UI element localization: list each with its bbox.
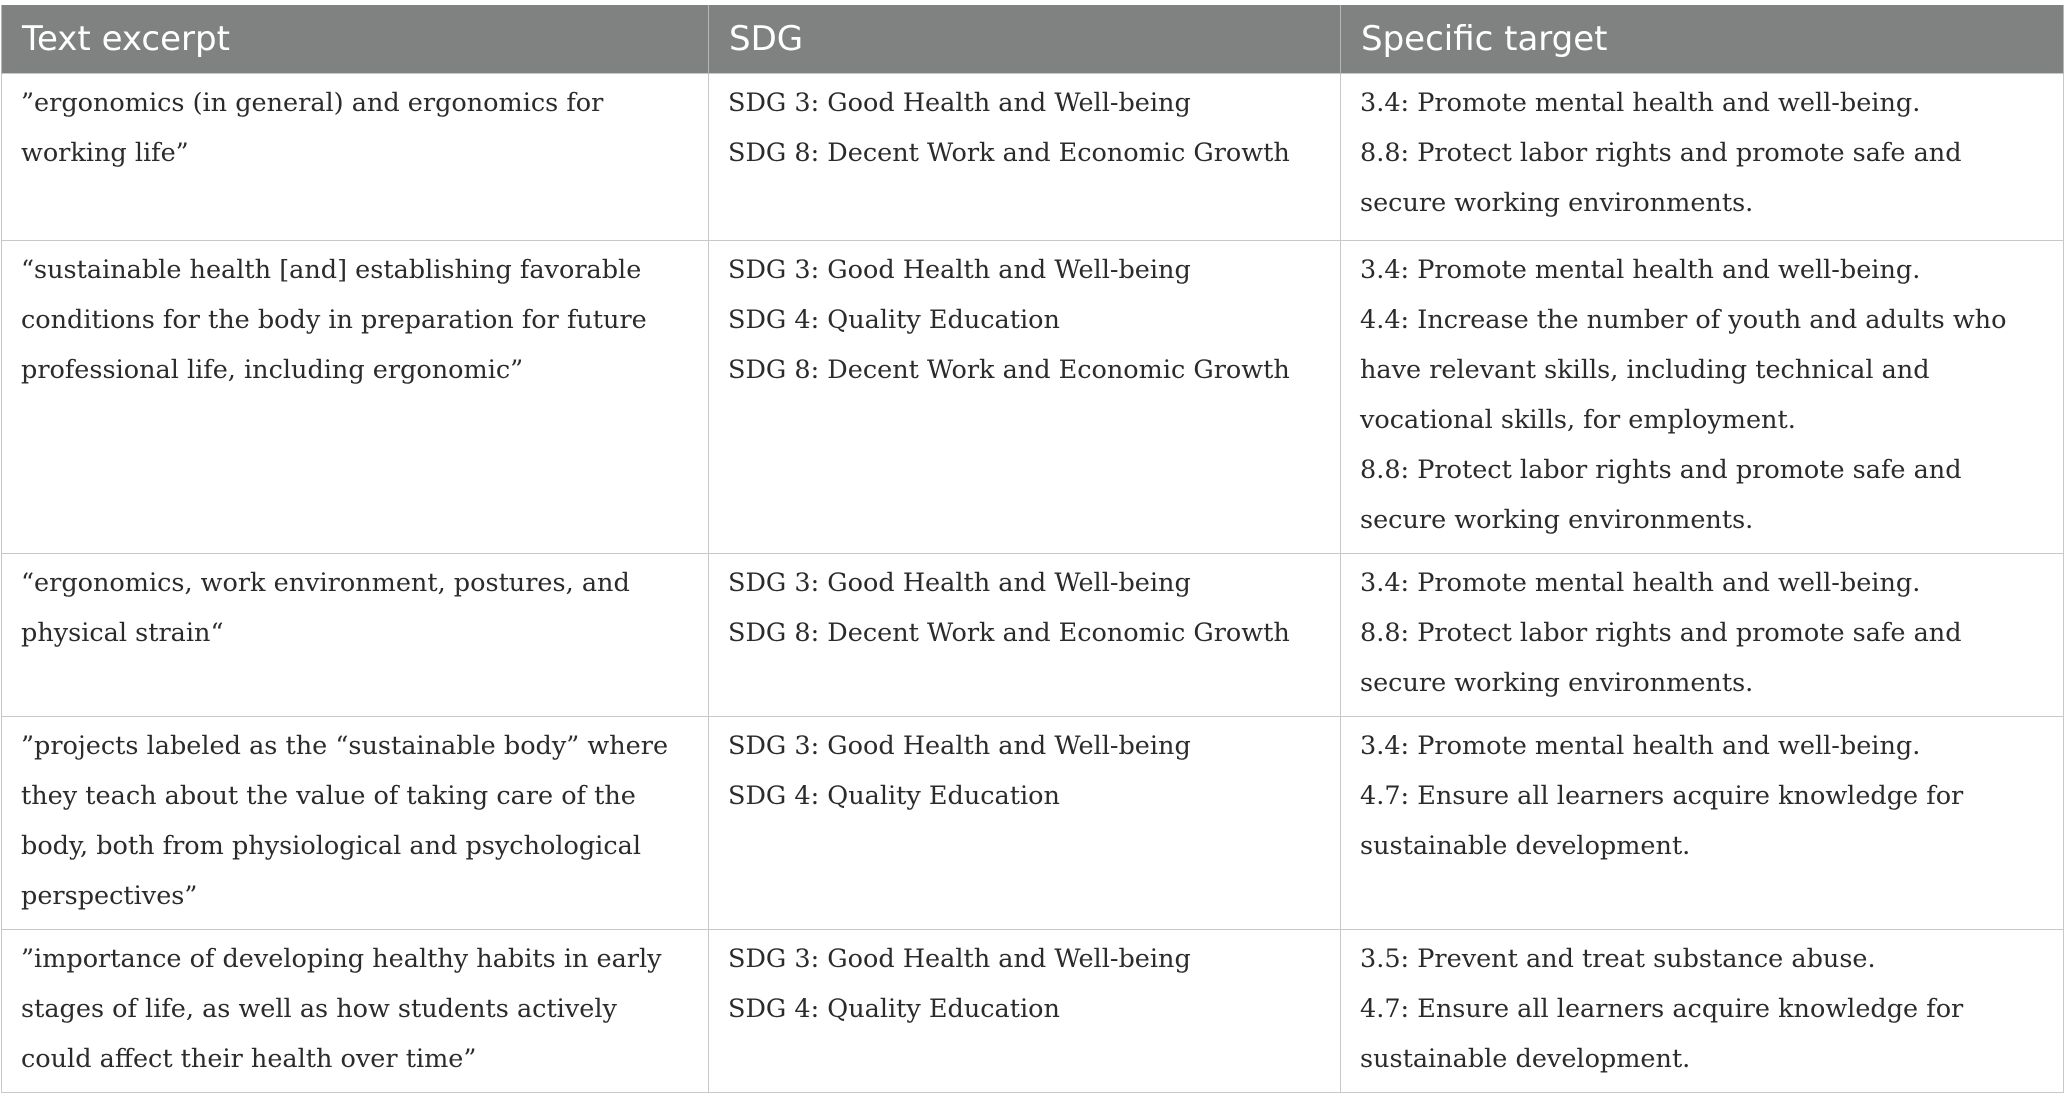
table-header [2, 5, 2064, 74]
sdg-item: SDG 3: Good Health and Well-being [728, 568, 1191, 598]
sdg-item: SDG 4: Quality Education [728, 781, 1060, 811]
sdg-list [728, 934, 1321, 1034]
sdg-item: SDG 3: Good Health and Well-being [728, 88, 1191, 118]
sdg-item: SDG 4: Quality Education [728, 305, 1060, 335]
sdg-item: SDG 8: Decent Work and Economic Growth [728, 618, 1290, 648]
specific-target-cell [1341, 241, 2064, 554]
text-excerpt-cell: ”importance of developing healthy habits in early stages of life, as well as how students actively could affect their health over time” [2, 930, 709, 1093]
sdg-cell [709, 930, 1341, 1093]
table-row [2, 554, 2064, 717]
table-row [2, 930, 2064, 1093]
sdg-item: SDG 8: Decent Work and Economic Growth [728, 355, 1290, 385]
target-item: 4.7: Ensure all learners acquire knowledge for sustainable development. [1360, 994, 1964, 1074]
target-list [1360, 245, 2044, 545]
sdg-list [728, 721, 1321, 821]
target-item: 3.4: Promote mental health and well-being. [1360, 255, 1921, 285]
target-item: 3.5: Prevent and treat substance abuse. [1360, 944, 1876, 974]
target-list [1360, 558, 2044, 708]
sdg-cell [709, 717, 1341, 930]
target-item: 3.4: Promote mental health and well-being. [1360, 88, 1921, 118]
target-item: 3.4: Promote mental health and well-being. [1360, 731, 1921, 761]
text-excerpt-cell: “ergonomics, work environment, postures, and physical strain“ [2, 554, 709, 717]
sdg-item: SDG 3: Good Health and Well-being [728, 944, 1191, 974]
sdg-item: SDG 3: Good Health and Well-being [728, 255, 1191, 285]
target-item: 8.8: Protect labor rights and promote safe and secure working environments. [1360, 455, 1962, 535]
target-item: 4.7: Ensure all learners acquire knowledge for sustainable development. [1360, 781, 1964, 861]
target-list [1360, 934, 2044, 1084]
target-item: 3.4: Promote mental health and well-being. [1360, 568, 1921, 598]
sdg-mapping-table [1, 5, 2064, 1093]
sdg-item: SDG 4: Quality Education [728, 994, 1060, 1024]
table-body [2, 74, 2064, 1093]
sdg-item: SDG 8: Decent Work and Economic Growth [728, 138, 1290, 168]
specific-target-cell [1341, 554, 2064, 717]
table-row [2, 717, 2064, 930]
sdg-cell [709, 74, 1341, 241]
target-list [1360, 78, 2044, 228]
target-item: 8.8: Protect labor rights and promote safe and secure working environments. [1360, 138, 1962, 218]
sdg-list [728, 245, 1321, 395]
table-row [2, 74, 2064, 241]
sdg-cell [709, 554, 1341, 717]
header-specific-target: Specific target [1341, 5, 2064, 74]
text-excerpt-cell: ”ergonomics (in general) and ergonomics for working life” [2, 74, 709, 241]
text-excerpt-cell: ”projects labeled as the “sustainable body” where they teach about the value of taking care of the body, both from physiological and psychological perspectives” [2, 717, 709, 930]
specific-target-cell [1341, 74, 2064, 241]
specific-target-cell [1341, 930, 2064, 1093]
target-item: 8.8: Protect labor rights and promote safe and secure working environments. [1360, 618, 1962, 698]
header-sdg: SDG [709, 5, 1341, 74]
sdg-list [728, 78, 1321, 178]
target-item: 4.4: Increase the number of youth and adults who have relevant skills, including technical and vocational skills, for employment. [1360, 305, 2007, 435]
specific-target-cell [1341, 717, 2064, 930]
table-row [2, 241, 2064, 554]
sdg-list [728, 558, 1321, 658]
sdg-item: SDG 3: Good Health and Well-being [728, 731, 1191, 761]
header-text-excerpt: Text excerpt [2, 5, 709, 74]
sdg-cell [709, 241, 1341, 554]
target-list [1360, 721, 2044, 871]
header-row [2, 5, 2064, 74]
text-excerpt-cell: “sustainable health [and] establishing favorable conditions for the body in preparation for future professional life, including ergonomic” [2, 241, 709, 554]
